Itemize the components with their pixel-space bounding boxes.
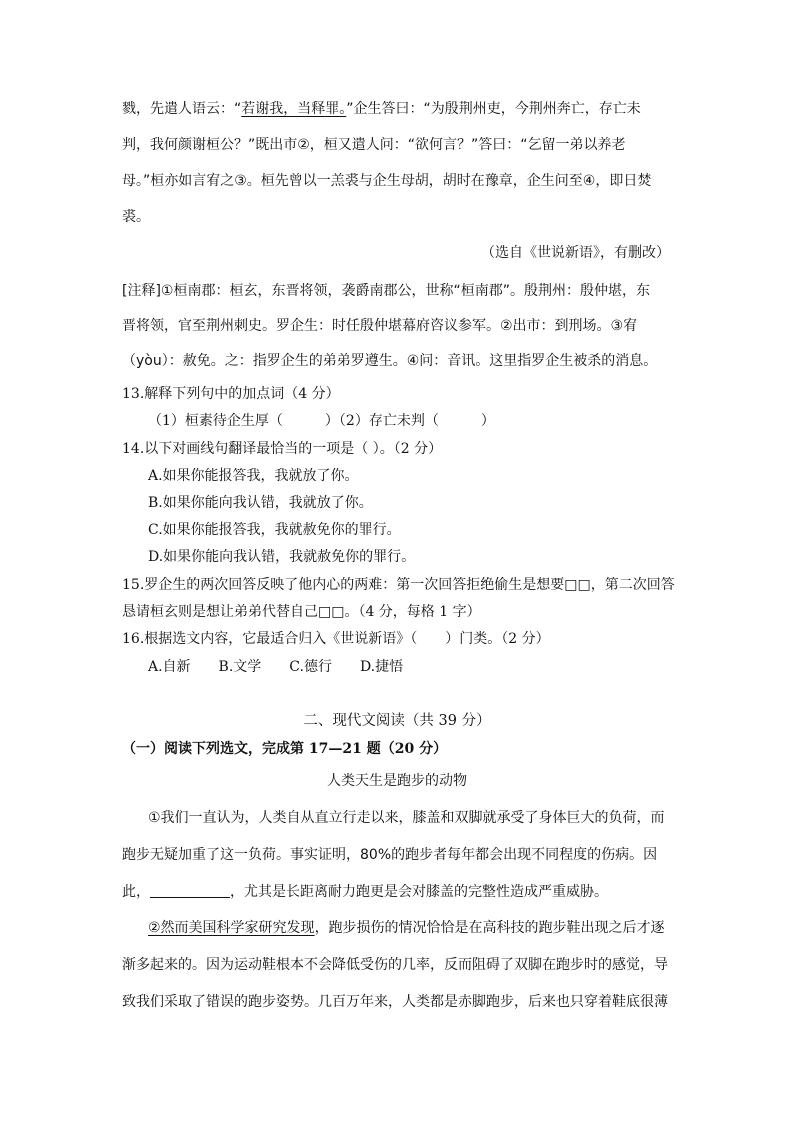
question-16: 16.根据选文内容，它最适合归入《世说新语》（ ）门类。（2 分） (122, 631, 550, 647)
underlined-phrase: ②然而美国科学家研究发现 (148, 920, 315, 936)
passage-line: 戮，先遣人语云：“若谢我，当释罪。”企生答曰：“为殷荆州吏，今荆州奔亡，存亡未 (122, 101, 641, 117)
passage-line: 裘。 (122, 209, 150, 225)
article-line: 跑步无疑加重了这一负荷。事实证明，80%的跑步者每年都会出现不同程度的伤病。因 (122, 847, 658, 863)
question-16-options: A.自新 B.文学 C.德行 D.捷悟 (148, 659, 404, 675)
question-13: 13.解释下列句中的加点词（4 分） (122, 386, 340, 402)
source-citation: （选自《世说新语》，有删改） (481, 245, 670, 261)
option-b: B.如果你能向我认错，我就放了你。 (148, 495, 373, 511)
article-line: 此， ，尤其是长距离耐力跑更是会对膝盖的完整性造成严重威胁。 (122, 884, 608, 900)
article-line: 渐多起来的。因为运动鞋根本不会降低受伤的几率，反而阻碍了双脚在跑步时的感觉，导 (122, 957, 668, 973)
subsection-heading: （一）阅读下列选文，完成第 17—21 题（20 分） (122, 741, 448, 757)
fill-in-blank[interactable] (150, 883, 230, 898)
option-a: A.如果你能报答我，我就放了你。 (148, 468, 359, 484)
notes-line: 晋将领，官至荆州刺史。罗企生：时任殷仲堪幕府咨议参军。②出市：到刑场。③宥 (122, 318, 638, 334)
question-13-items: （1）桓素待企生厚（ ）（2）存亡未判（ ） (148, 413, 495, 429)
question-14: 14.以下对画线句翻译最恰当的一项是（ ）。（2 分） (122, 441, 443, 457)
option-d: D.如果你能向我认错，我就赦免你的罪行。 (148, 549, 416, 565)
notes-line: [注释]①桓南郡：桓玄，东晋将领，袭爵南郡公，世称“桓南郡”。殷荆州：殷仲堪，东 (122, 283, 650, 299)
question-15-cont: 恳请桓玄则是想让弟弟代替自己□□。（4 分，每格 1 字） (122, 604, 481, 620)
underlined-sentence: 若谢我，当释罪。 (241, 101, 347, 117)
article-line: ①我们一直认为，人类自从直立行走以来，膝盖和双脚就承受了身体巨大的负荷，而 (148, 810, 665, 826)
question-15: 15.罗企生的两次回答反映了他内心的两难：第一次回答拒绝偷生是想要□□，第二次回答 (122, 577, 675, 593)
option-c: C.如果你能报答我，我就赦免你的罪行。 (148, 522, 401, 538)
passage-line: 母。”桓亦如言宥之③。桓先曾以一羔裘与企生母胡，胡时在豫章，企生问至④，即日焚 (122, 173, 652, 189)
article-title: 人类天生是跑步的动物 (327, 773, 467, 789)
section-heading: 二、现代文阅读（共 39 分） (303, 713, 491, 729)
passage-line: 判，我何颜谢桓公？”既出市②，桓又遣人问：“欲何言？”答曰：“乞留一弟以养老 (122, 137, 626, 153)
article-line: ②然而美国科学家研究发现，跑步损伤的情况恰恰是在高科技的跑步鞋出现之后才逐 (148, 920, 665, 936)
notes-line: （yòu）：赦免。之：指罗企生的弟弟罗遵生。④问：音讯。这里指罗企生被杀的消息。 (122, 353, 658, 369)
article-line: 致我们采取了错误的跑步姿势。几百万年来，人类都是赤脚跑步，后来也只穿着鞋底很薄 (122, 994, 668, 1010)
